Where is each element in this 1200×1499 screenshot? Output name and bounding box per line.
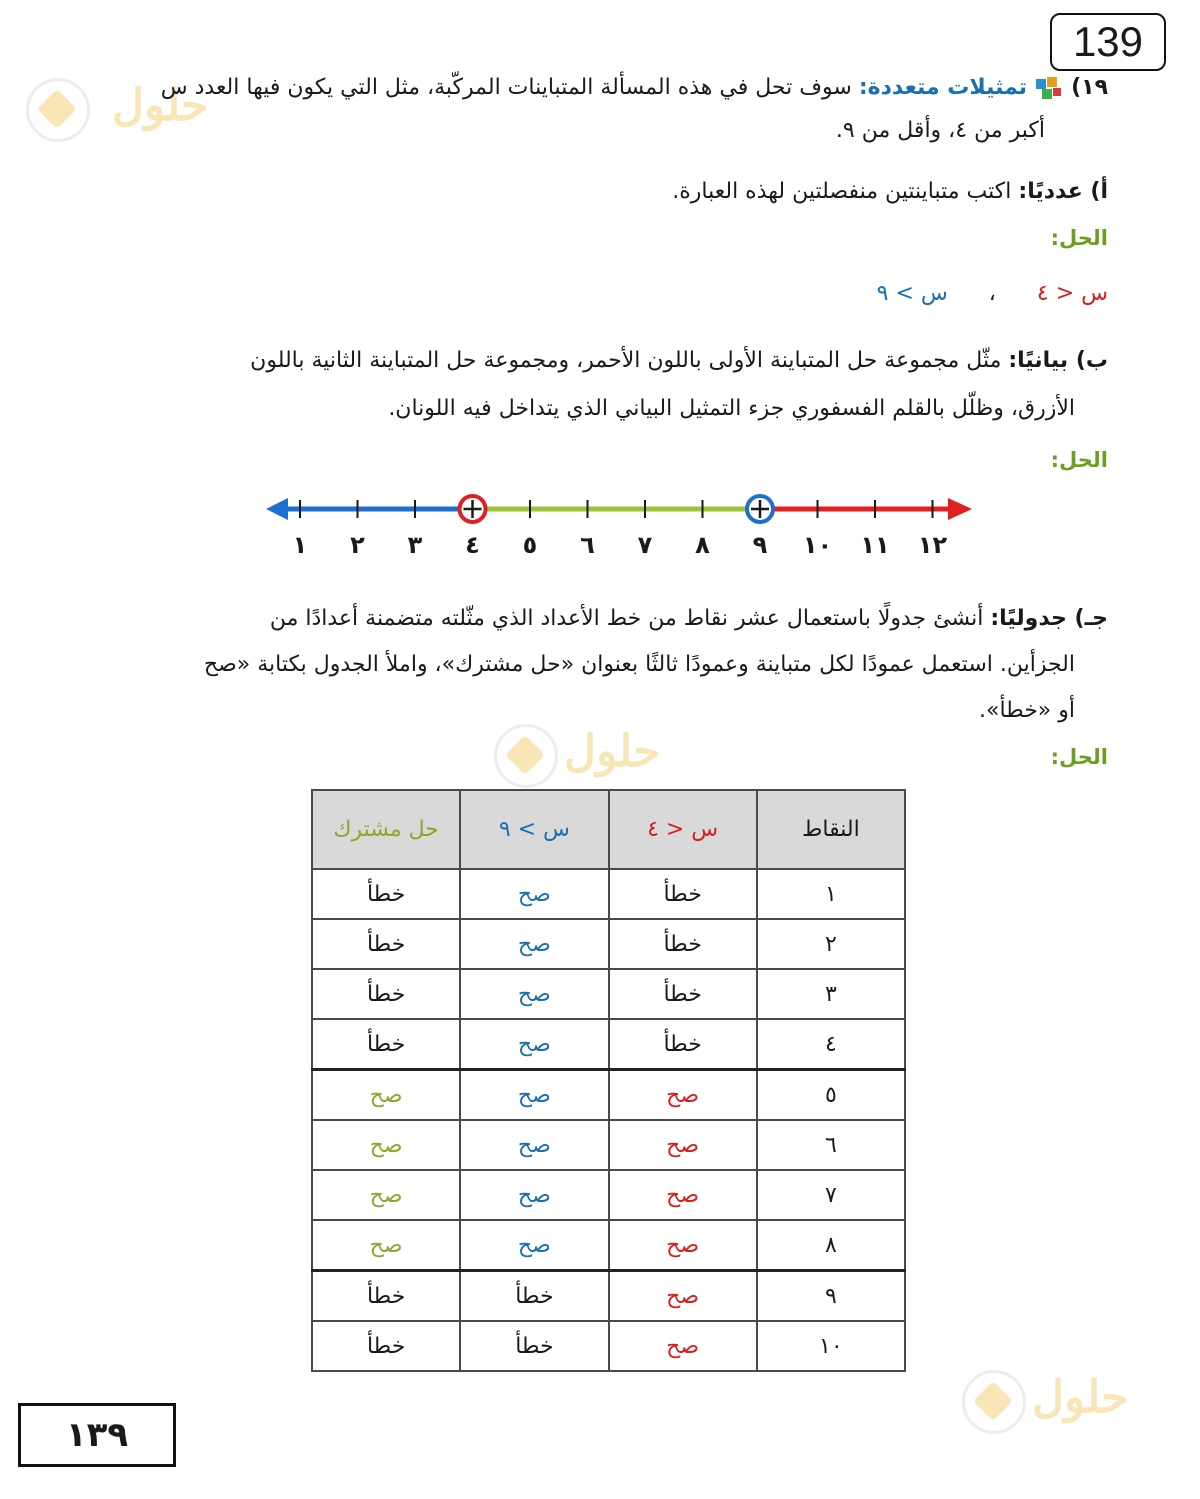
page-number-box: 139	[1050, 13, 1166, 71]
watermark-text: حلول	[1032, 1372, 1129, 1423]
question-intro-line-2: أكبر من ٤، وأقل من ٩.	[835, 118, 1045, 143]
inequality-1: س < ٤	[1036, 281, 1108, 306]
part-c-label: جـ) جدوليًا:	[990, 606, 1108, 631]
cell-inequality-2: خطأ	[460, 1271, 608, 1322]
table-row	[312, 1220, 905, 1271]
tick-label: ٧	[637, 531, 653, 559]
header-common-solution: حل مشترك	[312, 790, 460, 869]
table-row	[312, 869, 905, 919]
tick-label: ١٢	[917, 531, 948, 559]
table-row	[312, 1019, 905, 1070]
inequality-2: س > ٩	[876, 281, 948, 306]
table-row	[312, 1321, 905, 1371]
tick-label: ٢	[350, 531, 365, 559]
watermark-center	[492, 720, 712, 790]
part-c-text-2: الجزأين. استعمل عمودًا لكل متباينة وعمودًا ثالثًا بعنوان «حل مشترك»، واملأ الجدول بكتابة «صح	[203, 652, 1075, 677]
cell-common-solution: صح	[312, 1070, 460, 1121]
cell-point: ٧	[757, 1170, 905, 1220]
part-c-text-1: أنشئ جدولًا باستعمال عشر نقاط من خط الأعداد الذي مثّلته متضمنة أعدادًا من	[269, 606, 984, 631]
cell-point: ٦	[757, 1120, 905, 1170]
part-a-label: أ) عدديًا:	[1018, 179, 1108, 204]
part-b-solution-label: الحل:	[1050, 448, 1108, 472]
part-b-line-1	[88, 345, 1108, 377]
cell-inequality-2: صح	[460, 1170, 608, 1220]
part-b-text-2: الأزرق، وظلّل بالقلم الفسفوري جزء التمثيل البياني الذي يتداخل فيه اللونان.	[388, 396, 1075, 421]
part-b-text-1: مثّل مجموعة حل المتباينة الأولى باللون الأحمر، ومجموعة حل المتباينة الثانية باللون	[250, 348, 1002, 373]
header-points: النقاط	[757, 790, 905, 869]
cell-common-solution: خطأ	[312, 1271, 460, 1322]
cell-common-solution: صح	[312, 1170, 460, 1220]
table-row	[312, 919, 905, 969]
part-c-solution-label: الحل:	[1050, 745, 1108, 769]
cell-common-solution: خطأ	[312, 1019, 460, 1070]
cell-point: ٣	[757, 969, 905, 1019]
cell-inequality-2: خطأ	[460, 1321, 608, 1371]
book-icon	[37, 89, 77, 129]
cell-common-solution: صح	[312, 1220, 460, 1271]
tick-label: ١٠	[802, 531, 833, 559]
tick-label: ٦	[580, 531, 595, 559]
part-b-label: ب) بيانيًا:	[1008, 348, 1108, 373]
solution-table	[311, 789, 906, 1372]
part-c-line-1	[88, 603, 1108, 635]
tick-label: ١١	[860, 531, 890, 559]
cell-inequality-1: خطأ	[609, 869, 757, 919]
cell-inequality-1: صح	[609, 1271, 757, 1322]
cell-inequality-2: صح	[460, 869, 608, 919]
number-line	[260, 488, 980, 560]
tick-label: ٣	[407, 531, 423, 559]
cell-point: ١٠	[757, 1321, 905, 1371]
inequality-separator: ،	[988, 281, 996, 306]
cell-inequality-1: خطأ	[609, 969, 757, 1019]
cell-point: ٤	[757, 1019, 905, 1070]
book-icon	[973, 1381, 1013, 1421]
question-topic: تمثيلات متعددة:	[858, 75, 1028, 100]
part-a-inequalities	[708, 278, 1108, 310]
part-c-text-3: أو «خطأ».	[979, 698, 1075, 723]
part-a-text: اكتب متباينتين منفصلتين لهذه العبارة.	[672, 179, 1012, 204]
tick-label: ١	[292, 531, 308, 559]
question-line-1	[88, 72, 1108, 104]
table-row	[312, 1271, 905, 1322]
book-icon	[505, 735, 545, 775]
cell-inequality-2: صح	[460, 969, 608, 1019]
cell-inequality-2: صح	[460, 1220, 608, 1271]
cell-common-solution: خطأ	[312, 869, 460, 919]
cell-common-solution: خطأ	[312, 969, 460, 1019]
header-inequality-2: س > ٩	[460, 790, 608, 869]
left-arrow	[266, 498, 288, 520]
cell-inequality-2: صح	[460, 1120, 608, 1170]
cell-point: ٨	[757, 1220, 905, 1271]
cell-inequality-1: صح	[609, 1070, 757, 1121]
cell-point: ٩	[757, 1271, 905, 1322]
tick-label: ٨	[695, 531, 710, 559]
tick-label: ٥	[522, 531, 538, 559]
cell-inequality-2: صح	[460, 1019, 608, 1070]
cell-inequality-1: صح	[609, 1321, 757, 1371]
cell-inequality-1: صح	[609, 1170, 757, 1220]
table-header-row	[312, 790, 905, 869]
right-arrow	[948, 498, 972, 520]
question-intro-line-1: سوف تحل في هذه المسألة المتباينات المركّبة، مثل التي يكون فيها العدد س	[160, 75, 852, 100]
tick-label: ٩	[752, 531, 768, 559]
cell-inequality-2: صح	[460, 919, 608, 969]
watermark-text: حلول	[564, 726, 661, 777]
tick-label: ٤	[465, 531, 480, 559]
cell-point: ٢	[757, 919, 905, 969]
table-row	[312, 969, 905, 1019]
question-number: ١٩)	[1071, 75, 1108, 100]
cell-common-solution: صح	[312, 1120, 460, 1170]
watermark-text: حلول	[112, 80, 209, 131]
watermark-bottom-right	[960, 1366, 1180, 1436]
header-inequality-1: س < ٤	[609, 790, 757, 869]
puzzle-icon	[1034, 75, 1064, 101]
cell-point: ١	[757, 869, 905, 919]
table-row	[312, 1120, 905, 1170]
table-row	[312, 1170, 905, 1220]
cell-inequality-1: صح	[609, 1220, 757, 1271]
cell-point: ٥	[757, 1070, 905, 1121]
cell-common-solution: خطأ	[312, 1321, 460, 1371]
cell-inequality-1: خطأ	[609, 919, 757, 969]
part-a-solution-label: الحل:	[1050, 226, 1108, 250]
cell-common-solution: خطأ	[312, 919, 460, 969]
cell-inequality-2: صح	[460, 1070, 608, 1121]
bottom-page-number: ١٣٩	[18, 1403, 176, 1467]
cell-inequality-1: خطأ	[609, 1019, 757, 1070]
part-a-line	[108, 176, 1108, 208]
cell-inequality-1: صح	[609, 1120, 757, 1170]
table-row	[312, 1070, 905, 1121]
